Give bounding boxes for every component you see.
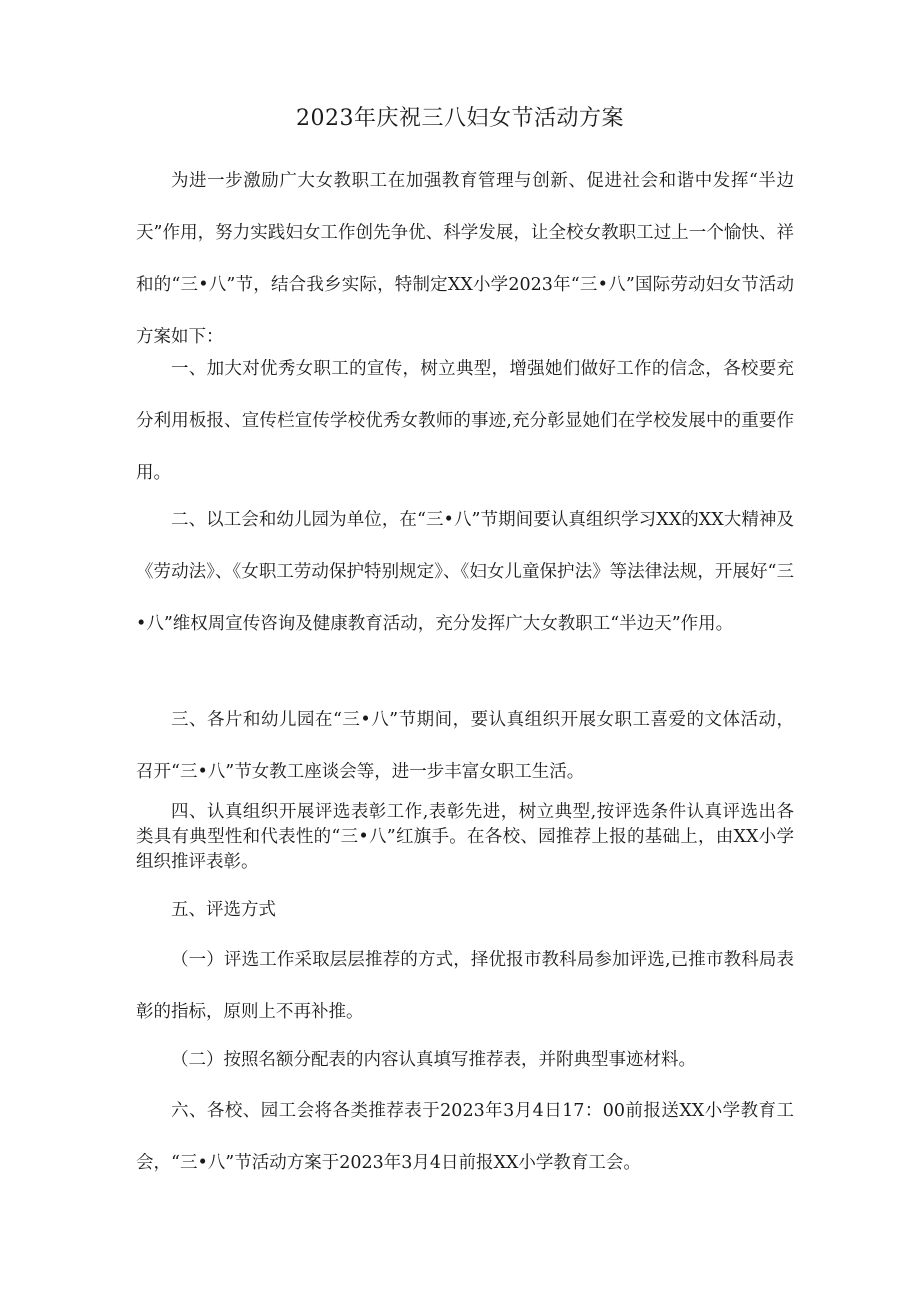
paragraph-item-5-heading: 五、评选方式 bbox=[171, 900, 276, 920]
paragraph-item-4: 四、认真组织开展评选表彰工作,表彰先进，树立典型,按评选条件认真评选出各类具有典型性和代表性的“三•八”红旗手。在各校、园推荐上报的基础上，由XX小学组织推评表彰。 bbox=[136, 802, 794, 872]
paragraph-item-1: 一、加大对优秀女职工的宣传，树立典型，增强她们做好工作的信念，各校要充分利用板报、宣传栏宣传学校优秀女教师的事迹,充分彰显她们在学校发展中的重要作用。 bbox=[136, 359, 794, 483]
paragraph-item-3: 三、各片和幼儿园在“三•八”节期间，要认真组织开展女职工喜爱的文体活动，召开“三•八”节女教工座谈会等，进一步丰富女职工生活。 bbox=[136, 710, 794, 782]
paragraph-item-5-2: （二）按照名额分配表的内容认真填写推荐表，并附典型事迹材料。 bbox=[171, 1050, 696, 1070]
paragraph-intro: 为进一步激励广大女教职工在加强教育管理与创新、促进社会和谐中发挥“半边天”作用，努力实践妇女工作创先争优、科学发展，让全校女教职工过上一个愉快、祥和的“三•八”节，结合我乡实际，特制定XX小学2023年“三•八”国际劳动妇女节活动方案如下： bbox=[136, 171, 794, 347]
document-title: 2023年庆祝三八妇女节活动方案 bbox=[296, 106, 624, 131]
paragraph-item-2: 二、以工会和幼儿园为单位，在“三•八”节期间要认真组织学习XX的XX大精神及《劳动法》、《女职工劳动保护特别规定》、《妇女儿童保护法》等法律法规，开展好“三•八”维权周宣传咨询及健康教育活动，充分发挥广大女教职工“半边天”作用。 bbox=[136, 510, 794, 634]
paragraph-item-5-1: （一）评选工作采取层层推荐的方式，择优报市教科局参加评选,已推市教科局表彰的指标，原则上不再补推。 bbox=[136, 950, 794, 1022]
paragraph-item-6: 六、各校、园工会将各类推荐表于2023年3月4日17：00前报送XX小学教育工会，“三•八”节活动方案于2023年3月4日前报XX小学教育工会。 bbox=[136, 1101, 794, 1173]
